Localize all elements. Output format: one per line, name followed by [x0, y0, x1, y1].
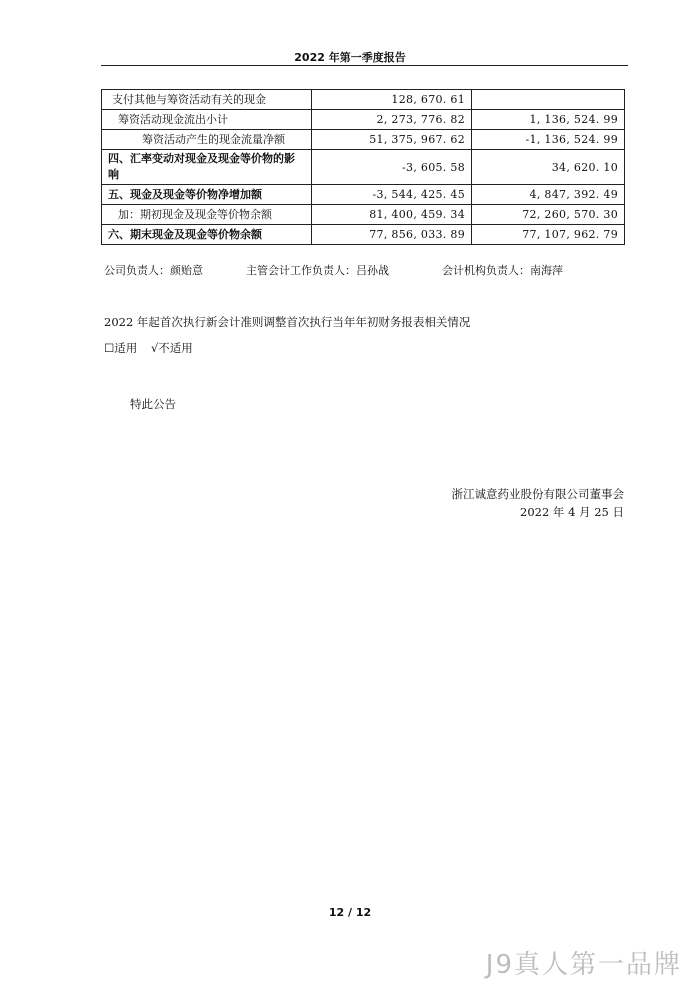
previous-value: 77, 107, 962. 79: [472, 225, 625, 245]
header-divider: [101, 65, 628, 66]
table-row: [102, 225, 625, 245]
current-value: 51, 375, 967. 62: [312, 130, 472, 150]
row-label: 六、期末现金及现金等价物余额: [102, 225, 312, 245]
current-value: 128, 670. 61: [312, 90, 472, 110]
current-value: 77, 856, 033. 89: [312, 225, 472, 245]
option-applicable: ☐适用: [104, 341, 138, 355]
previous-value: 72, 260, 570. 30: [472, 205, 625, 225]
previous-value: -1, 136, 524. 99: [472, 130, 625, 150]
policy-note: 2022 年起首次执行新会计准则调整首次执行当年年初财务报表相关情况: [104, 315, 471, 329]
notice-text: 特此公告: [130, 397, 176, 411]
accounting-head: 主管会计工作负责人：吕孙战: [246, 264, 389, 277]
previous-value: 1, 136, 524. 99: [472, 110, 625, 130]
table-row: [102, 205, 625, 225]
previous-value: [472, 90, 625, 110]
table-row: [102, 130, 625, 150]
row-label: 四、汇率变动对现金及现金等价物的影响: [102, 150, 312, 185]
page-number: 12 / 12: [328, 906, 372, 919]
current-value: 2, 273, 776. 82: [312, 110, 472, 130]
announcement-date: 2022 年 4 月 25 日: [520, 505, 624, 519]
option-not-applicable: √不适用: [150, 341, 193, 355]
company-head: 公司负责人：颜贻意: [104, 264, 203, 277]
watermark: J9真人第一品牌: [485, 950, 682, 980]
current-value: -3, 605. 58: [312, 150, 472, 185]
table-row: [102, 185, 625, 205]
applicability-options: [104, 340, 203, 356]
table-row: [102, 110, 625, 130]
cash-flow-table: [101, 89, 625, 245]
accounting-dept-head: 会计机构负责人：南海萍: [442, 264, 563, 277]
previous-value: 4, 847, 392. 49: [472, 185, 625, 205]
previous-value: 34, 620. 10: [472, 150, 625, 185]
table-row: [102, 150, 625, 185]
current-value: 81, 400, 459. 34: [312, 205, 472, 225]
current-value: -3, 544, 425. 45: [312, 185, 472, 205]
page-header-title: 2022 年第一季度报告: [294, 51, 406, 64]
row-label: 筹资活动现金流出小计: [102, 110, 312, 130]
row-label: 五、现金及现金等价物净增加额: [102, 185, 312, 205]
company-signature: 浙江诚意药业股份有限公司董事会: [451, 487, 624, 501]
row-label: 筹资活动产生的现金流量净额: [102, 130, 312, 150]
row-label: 加：期初现金及现金等价物余额: [102, 205, 312, 225]
table-row: [102, 90, 625, 110]
row-label: 支付其他与筹资活动有关的现金: [102, 90, 312, 110]
